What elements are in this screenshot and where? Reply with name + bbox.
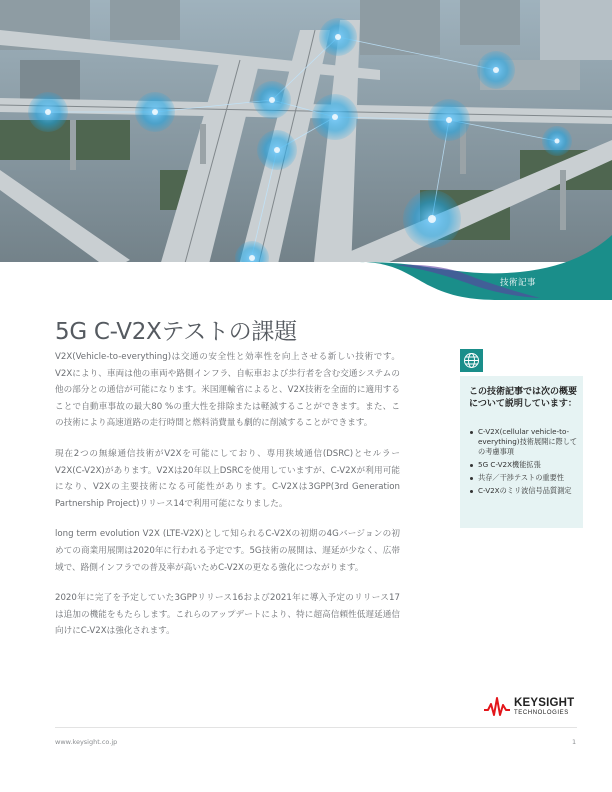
keysight-logo (483, 696, 583, 720)
footer-divider (55, 727, 577, 728)
paragraph: long term evolution V2X (LTE-V2X)として知られるC-V2Xの初期の4Gバージョンの初めての商業用展開は2020年に行われる予定です。5G技術の展開は、遅延が少なく、広帯域で、路側インフラでの普及率が高いためC-V2Xの更なる強化につながります。 (55, 529, 400, 573)
footer-url[interactable]: www.keysight.co.jp (55, 738, 118, 746)
summary-heading: この技術記事では次の概要について説明しています： (469, 387, 578, 409)
highway-photo (0, 0, 612, 300)
globe-icon (460, 349, 483, 372)
logo-wordmark: KEYSIGHT (514, 697, 575, 709)
paragraph: 現在2つの無線通信技術がV2Xを可能にしており、専用狭域通信(DSRC)とセルラーV2X(C-V2X)があります。V2Xは20年以上DSRCを使用していますが、C-V2Xが利用可能になり、V2Xの主要技術になる可能性があります。C-V2Xは3GPP(3rd Generation Partnership Project)リリース14で利用可能になりました。 (55, 448, 400, 509)
page-title: 5G C-V2Xテストの課題 (55, 319, 297, 346)
hero-image (0, 0, 612, 300)
page-number: 1 (572, 738, 577, 746)
article-body (55, 349, 400, 654)
list-item: C-V2Xのミリ波信号品質測定 (469, 486, 579, 496)
article-type-tag: 技術記事 (500, 278, 537, 288)
list-item: 5G C-V2X機能拡張 (469, 460, 579, 470)
list-item: C-V2X(cellular vehicle-to-everything)技術展開に際しての考慮事項 (469, 427, 579, 457)
paragraph: V2X(Vehicle-to-everything)は交通の安全性と効率性を向上させる新しい技術です。V2Xにより、車両は他の車両や路側インフラ、自転車および歩行者を含む交通システムの他の部分との通信が可能になります。米国運輸省によると、V2X技術を全面的に適用することで自動車事故の最大80 %の重大性を排除または軽減することができます。また、この技術により高速道路の走行時間と燃料消費量も劇的に削減することができます。 (55, 352, 400, 429)
logo-subtitle: TECHNOLOGIES (514, 710, 569, 716)
keysight-wave-icon (483, 696, 511, 718)
summary-list (469, 427, 579, 499)
list-item: 共存／干渉テストの重要性 (469, 473, 579, 483)
summary-box (460, 376, 583, 528)
paragraph: 2020年に完了を予定していた3GPPリリース16および2021年に導入予定のリリース17は追加の機能をもたらします。これらのアップデートにより、特に超高信頼性低遅延通信向けにC-V2Xは強化されます。 (55, 593, 400, 637)
